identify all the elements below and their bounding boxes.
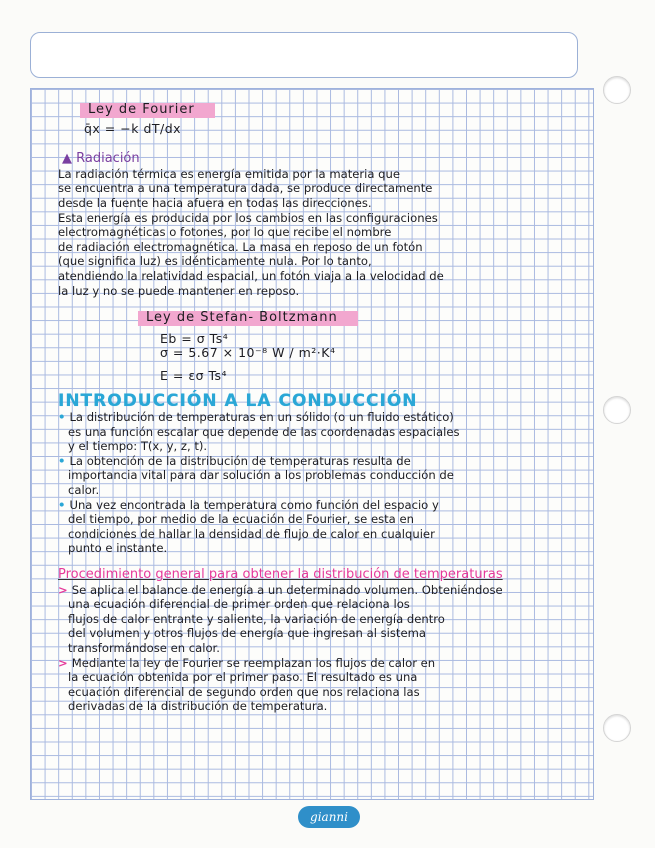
conduccion-line: es una función escalar que depende de las coordenadas espaciales	[68, 424, 460, 439]
conduccion-line: Una vez encontrada la temperatura como función del espacio y	[69, 497, 439, 512]
radiacion-line: la luz y no se puede mantener en reposo.	[58, 283, 300, 298]
arrow-right-icon: >	[58, 655, 72, 670]
radiacion-line: atendiendo la relatividad espacial, un fotón viaja a la velocidad de	[58, 268, 444, 283]
fourier-section	[58, 102, 578, 136]
fourier-formula: q̄x = −k dT/dx	[84, 120, 182, 136]
radiacion-line: se encuentra a una temperatura dada, se produce directamente	[58, 181, 433, 196]
stefan-heading: Ley de Stefan- Boltzmann	[138, 311, 358, 326]
radiacion-paragraph	[58, 167, 578, 298]
conduccion-line: La distribución de temperaturas en un sólido (o un fluido estático)	[69, 410, 454, 425]
procedimiento-heading: Procedimiento general para obtener la distribución de temperaturas	[58, 567, 503, 583]
radiacion-section	[58, 152, 578, 298]
procedimiento-step	[58, 656, 578, 714]
procedimiento-section	[58, 568, 578, 714]
radiacion-line: (que significa luz) es idénticamente nula. Por lo tanto,	[58, 254, 372, 269]
radiacion-line: La radiación térmica es energía emitida por la materia que	[58, 166, 401, 181]
conduccion-line: condiciones de hallar la densidad de flujo de calor en cualquier	[68, 526, 435, 541]
stefan-section	[58, 310, 578, 383]
notes-content	[58, 96, 578, 714]
punch-hole-middle	[603, 396, 631, 424]
arrow-right-icon: >	[58, 582, 72, 597]
conduccion-line: punto e instante.	[68, 541, 168, 556]
bullet-dot-icon: •	[58, 497, 70, 512]
procedimiento-line: la ecuación obtenida por el primer paso. El resultado es una	[68, 670, 418, 685]
conduccion-section	[58, 390, 578, 557]
fourier-heading: Ley de Fourier	[80, 103, 215, 118]
procedimiento-step	[58, 583, 578, 656]
stefan-eq-e: E = εσ Ts⁴	[160, 367, 228, 383]
procedimiento-line: del volumen y otros flujos de energía que ingresan al sistema	[68, 626, 426, 641]
radiacion-line: Esta energía es producida por los cambios en las configuraciones	[58, 210, 438, 225]
punch-hole-top	[603, 76, 631, 104]
header-box	[30, 32, 578, 78]
stefan-eq-eb: Eb = σ Ts⁴	[160, 330, 229, 346]
conduccion-heading: INTRODUCCIÓN A LA CONDUCCIÓN	[58, 390, 418, 411]
radiacion-line: de radiación electromagnética. La masa en reposo de un fotón	[58, 239, 423, 254]
procedimiento-line: Se aplica el balance de energía a un determinado volumen. Obteniéndose	[71, 582, 503, 597]
bullet-dot-icon: •	[58, 410, 70, 425]
procedimiento-line: flujos de calor entrante y saliente, la variación de energía dentro	[68, 611, 445, 626]
procedimiento-line: transformándose en calor.	[68, 641, 220, 655]
stefan-eq-sigma: σ = 5.67 × 10⁻⁸ W / m²·K⁴	[160, 345, 336, 361]
brand-logo: gianni	[298, 806, 360, 828]
conduccion-line: importancia vital para dar solución a los problemas conducción de	[68, 468, 454, 483]
conduccion-line: calor.	[68, 483, 100, 498]
radiacion-line: desde la fuente hacia afuera en todas las direcciones.	[58, 195, 372, 210]
procedimiento-line: Mediante la ley de Fourier se reemplazan los flujos de calor en	[71, 655, 436, 670]
procedimiento-line: una ecuación diferencial de primer orden que relaciona los	[68, 597, 410, 612]
procedimiento-line: ecuación diferencial de segundo orden que nos relaciona las	[68, 684, 420, 699]
radiacion-heading: ▲ Radiación	[62, 151, 140, 167]
conduccion-line: y el tiempo: T(x, y, z, t).	[68, 439, 208, 454]
conduccion-bullet	[58, 498, 578, 556]
conduccion-bullet	[58, 454, 578, 498]
procedimiento-line: derivadas de la distribución de temperatura.	[68, 699, 328, 714]
punch-hole-bottom	[603, 714, 631, 742]
conduccion-line: La obtención de la distribución de temperaturas resulta de	[69, 453, 411, 468]
conduccion-line: del tiempo, por medio de la ecuación de Fourier, se esta en	[68, 512, 414, 527]
conduccion-bullet	[58, 410, 578, 454]
bullet-dot-icon: •	[58, 453, 70, 468]
radiacion-line: electromagnéticas o fotones, por lo que recibe el nombre	[58, 225, 392, 240]
